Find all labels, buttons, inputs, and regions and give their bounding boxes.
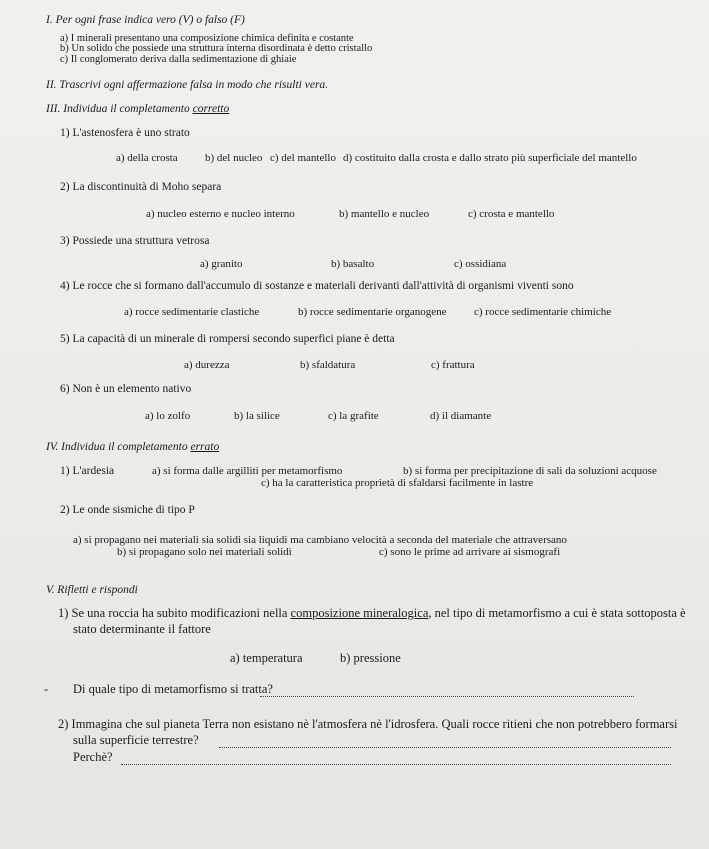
q3-1-option-a: a) della crosta: [116, 152, 178, 164]
question-5-1-line-1: [58, 606, 686, 621]
section-4-title: [46, 441, 219, 453]
q3-4-option-b: b) rocce sedimentarie organogene: [298, 306, 447, 318]
q3-1-option-b: b) del nucleo: [205, 152, 263, 164]
q3-2-option-b: b) mantello e nucleo: [339, 208, 430, 220]
section-2-title: II. Trascrivi ogni affermazione falsa in modo che risulti vera.: [46, 79, 329, 91]
q3-5-option-a: a) durezza: [184, 359, 230, 371]
q4-2-option-b: b) si propagano solo nei materiali solidi: [117, 546, 292, 558]
q3-6-option-d: d) il diamante: [430, 410, 492, 422]
question-4-2: 2) Le onde sismiche di tipo P: [60, 504, 195, 516]
q3-4-option-a: a) rocce sedimentarie clastiche: [124, 306, 260, 318]
section-5-title: V. Rifletti e rispondi: [46, 584, 138, 596]
section-3-title-prefix: III. Individua il completamento: [46, 103, 193, 115]
q5-1-dash: -: [44, 682, 49, 696]
q5-1-option-a: a) temperatura: [230, 651, 303, 665]
section-1-item-a: a) I minerali presentano una composizione chimica definita e costante: [60, 33, 354, 44]
q5-1-underlined-term: composizione mineralogica: [290, 606, 429, 620]
question-3-4: 4) Le rocce che si formano dall'accumulo di sostanze e materiali derivanti dall'attività di organismi viventi sono: [60, 280, 574, 292]
question-3-3: 3) Possiede una struttura vetrosa: [60, 235, 210, 247]
answer-line-3[interactable]: [121, 764, 671, 765]
question-3-1: 1) L'astenosfera è uno strato: [60, 127, 190, 139]
q3-6-option-a: a) lo zolfo: [145, 410, 191, 422]
q5-1-option-b: b) pressione: [340, 651, 401, 665]
q4-1-option-a: a) si forma dalle argilliti per metamorfismo: [152, 465, 343, 477]
q3-5-option-b: b) sfaldatura: [300, 359, 356, 371]
q3-3-option-a: a) granito: [200, 258, 243, 270]
q4-2-option-a: a) si propagano nei materiali sia solidi sia liquidi ma cambiano velocità a seconda del materiale che attraversano: [73, 534, 567, 546]
q4-1-option-b: b) si forma per precipitazione di sali da soluzioni acquose: [403, 465, 657, 477]
q3-2-option-c: c) crosta e mantello: [468, 208, 555, 220]
answer-line-2[interactable]: [219, 747, 671, 748]
section-1-item-c: c) Il conglomerato deriva dalla sedimentazione di ghiaie: [60, 54, 297, 65]
q3-3-option-c: c) ossidiana: [454, 258, 507, 270]
q3-3-option-b: b) basalto: [331, 258, 375, 270]
q3-5-option-c: c) frattura: [431, 359, 475, 371]
section-3-title: [46, 103, 229, 115]
q4-1-option-c: c) ha la caratteristica proprietà di sfaldarsi facilmente in lastre: [261, 477, 534, 489]
q3-2-option-a: a) nucleo esterno e nucleo interno: [146, 208, 295, 220]
question-5-1-line-2: stato determinante il fattore: [73, 622, 211, 636]
question-3-2: 2) La discontinuità di Moho separa: [60, 181, 222, 193]
section-4-title-prefix: IV. Individua il completamento: [46, 441, 191, 453]
question-5-2-line-1: 2) Immagina che sul pianeta Terra non esistano nè l'atmosfera nè l'idrosfera. Quali rocce ritieni che non potrebbero formarsi: [58, 717, 678, 731]
q3-6-option-c: c) la grafite: [328, 410, 379, 422]
q3-4-option-c: c) rocce sedimentarie chimiche: [474, 306, 612, 318]
q5-1-text-pre: 1) Se una roccia ha subito modificazioni nella: [58, 606, 291, 620]
question-5-2-line-2: sulla superficie terrestre?: [73, 733, 199, 747]
q3-6-option-b: b) la silice: [234, 410, 280, 422]
q5-1-text-post: , nel tipo di metamorfismo a cui è stata sottoposta è: [428, 606, 686, 620]
q5-1-followup: Di quale tipo di metamorfismo si tratta?: [73, 682, 273, 696]
q4-2-option-c: c) sono le prime ad arrivare ai sismografi: [379, 546, 561, 558]
section-3-title-keyword: corretto: [192, 103, 230, 115]
question-5-2-line-3: Perchè?: [73, 750, 113, 764]
question-3-5: 5) La capacità di un minerale di rompersi secondo superfici piane è detta: [60, 333, 395, 345]
section-1-title: I. Per ogni frase indica vero (V) o falso (F): [46, 14, 245, 26]
section-4-title-keyword: errato: [190, 441, 220, 453]
q3-1-option-c: c) del mantello: [270, 152, 336, 164]
question-4-1: 1) L'ardesia: [60, 465, 115, 477]
section-1-item-b: b) Un solido che possiede una struttura interna disordinata è detto cristallo: [60, 43, 373, 54]
question-3-6: 6) Non è un elemento nativo: [60, 383, 192, 395]
q3-1-option-d: d) costituito dalla crosta e dallo strato più superficiale del mantello: [343, 152, 637, 164]
answer-line-1[interactable]: [260, 696, 634, 697]
